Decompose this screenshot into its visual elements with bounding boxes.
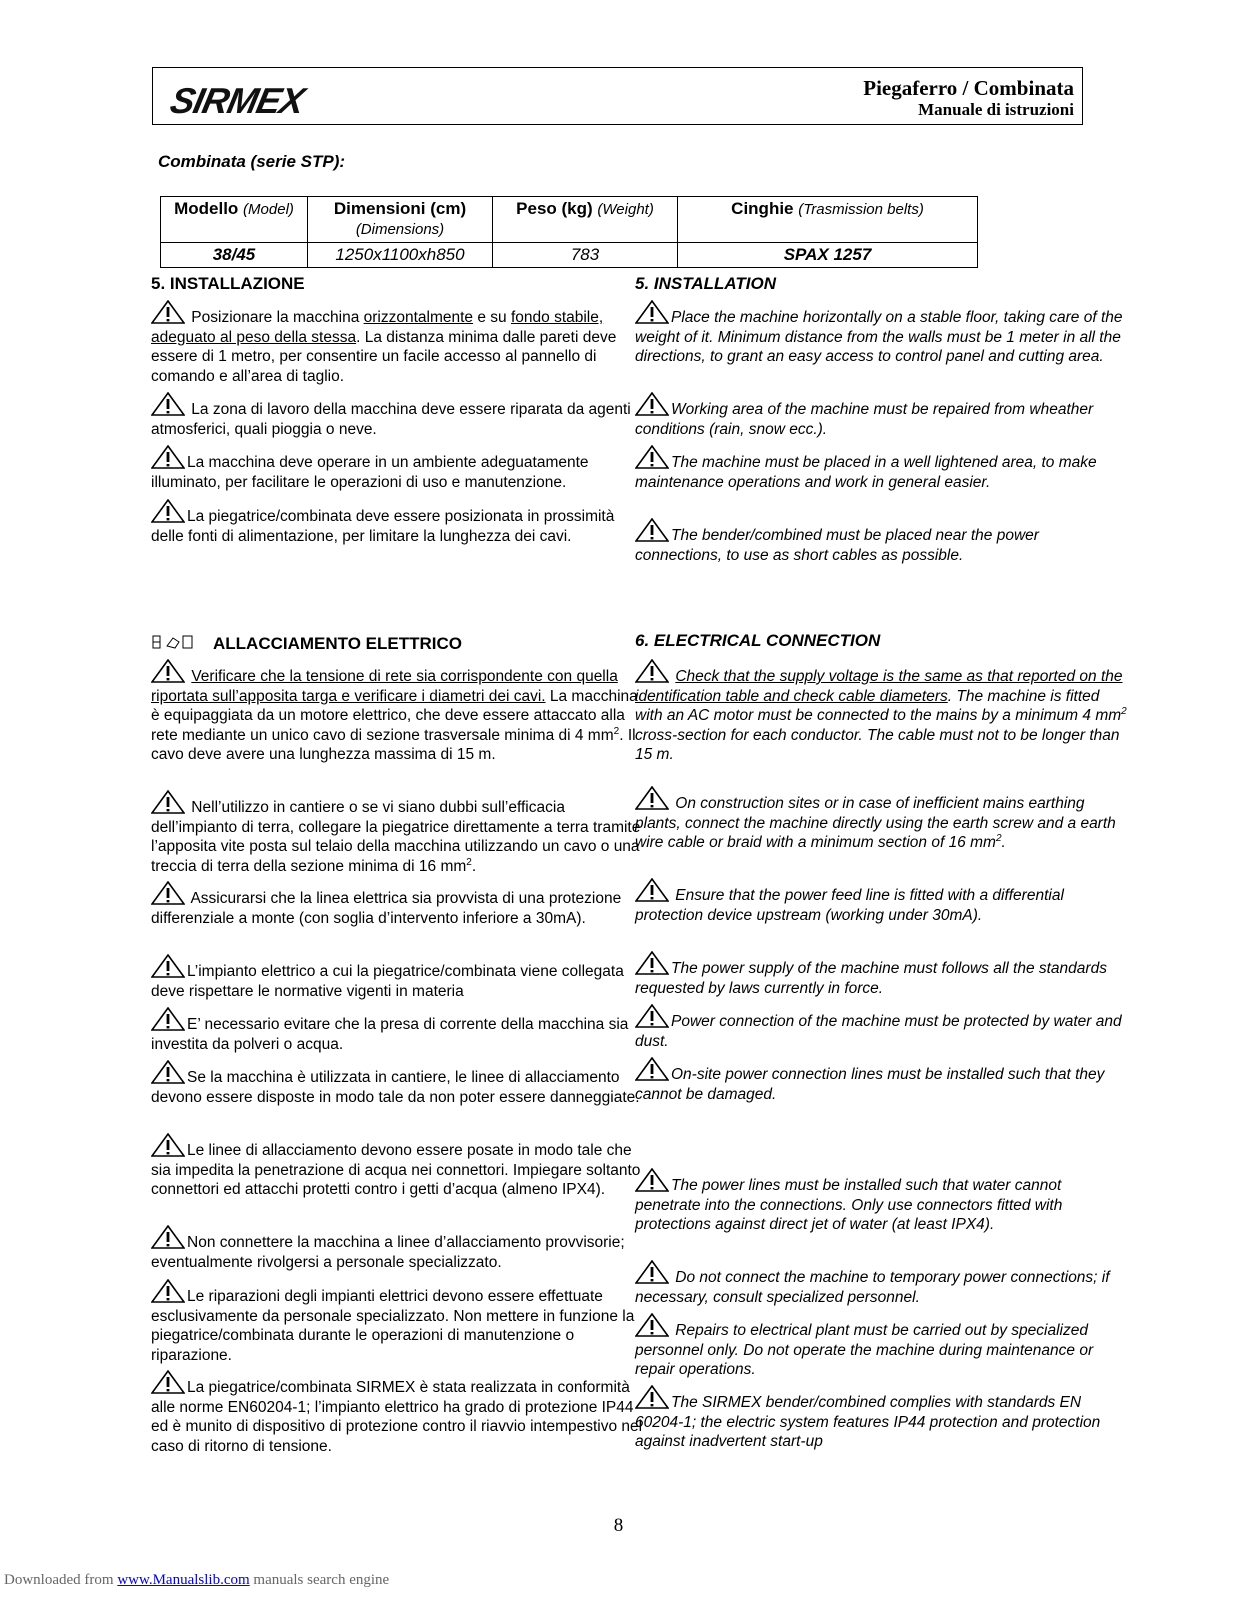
table-row [161, 243, 978, 268]
electrical-symbols-icon [151, 632, 195, 652]
text: La macchina è equipaggiata da un motore elettrico, che deve essere attaccato alla rete mediante un unico cavo di sezione trasversale minima di 4 mm [151, 687, 638, 744]
header-title: Piegaferro / Combinata [863, 76, 1074, 100]
allacciamento-p1 [151, 659, 643, 765]
text: La zona di lavoro della macchina deve essere riparata da agenti atmosferici, quali pioggia o neve. [151, 401, 631, 438]
text: The bender/combined must be placed near the power connections, to use as short cables as possible. [635, 527, 1039, 564]
warning-icon [151, 300, 185, 324]
electrical-p1 [635, 659, 1127, 765]
installation-title: 5. INSTALLATION [635, 274, 777, 293]
text: The power supply of the machine must follows all the standards requested by laws currently in force. [635, 960, 1107, 997]
text: . [1001, 834, 1006, 852]
header-it: Peso (kg) [516, 199, 593, 218]
installazione-p1 [151, 300, 643, 386]
cell-dimensions: 1250x1100xh850 [308, 243, 493, 268]
warning-icon [635, 392, 669, 416]
header-en: (Model) [243, 201, 294, 218]
text: Posizionare la macchina [187, 309, 364, 326]
cell-weight: 783 [493, 243, 678, 268]
allacciamento-p9 [151, 1279, 643, 1365]
installation-p2 [635, 392, 1127, 439]
footer [4, 1572, 389, 1589]
allacciamento-title-row [151, 632, 462, 654]
electrical-p10 [635, 1385, 1127, 1452]
installation-p4 [635, 518, 1127, 565]
text: La macchina deve operare in un ambiente adeguatamente illuminato, per facilitare le operazioni di uso e manutenzione. [151, 454, 589, 491]
text: Non connettere la macchina a linee d’allacciamento provvisorie; eventualmente rivolgersi a personale specializzato. [151, 1234, 625, 1271]
installazione-p4 [151, 499, 643, 546]
warning-icon [151, 1279, 185, 1303]
installazione-p2 [151, 392, 643, 439]
text: . Il cavo deve avere una lunghezza massima di 15 m. [151, 726, 636, 764]
text: The SIRMEX bender/combined complies with standards EN 60204-1; the electric system features IP44 protection and protection against inadvertent start-up [635, 1394, 1101, 1451]
page-number: 8 [613, 1515, 624, 1536]
text: cross-section for each conductor. The cable must not to be longer than 15 m. [635, 726, 1120, 764]
electrical-p6 [635, 1057, 1127, 1104]
electrical-p2 [635, 786, 1127, 853]
superscript: 2 [613, 725, 620, 737]
text: Repairs to electrical plant must be carried out by specialized personnel only. Do not operate the machine during maintenance or repair operations. [635, 1322, 1094, 1379]
warning-icon [635, 786, 669, 810]
electrical-p4 [635, 951, 1127, 998]
text: Do not connect the machine to temporary power connections; if necessary, consult specialized personnel. [635, 1269, 1110, 1306]
text: La piegatrice/combinata deve essere posizionata in prossimità delle fonti di alimentazione, per limitare la lunghezza dei cavi. [151, 508, 615, 545]
header-en: (Dimensions) [355, 221, 445, 238]
text: The machine must be placed in a well lightened area, to make maintenance operations and work in general easier. [635, 454, 1097, 491]
text: La piegatrice/combinata SIRMEX è stata realizzata in conformità alle norme EN60204-1; l’impianto elettrico ha grado di protezione IP44 ed è munito di dispositivo di protezione contro il riavvio intempestivo nel caso di ritorno di tensione. [151, 1379, 643, 1455]
electrical-p9 [635, 1313, 1127, 1380]
header-cell [678, 197, 978, 243]
combinata-heading: Combinata (serie STP): [158, 152, 346, 171]
warning-icon [635, 300, 669, 324]
allacciamento-p4 [151, 954, 643, 1001]
allacciamento-p7 [151, 1133, 643, 1200]
text: e su [473, 309, 511, 326]
warning-icon [635, 878, 669, 902]
warning-icon [635, 1004, 669, 1028]
warning-icon [635, 1313, 669, 1337]
electrical-p8 [635, 1260, 1127, 1307]
text: . [471, 857, 477, 875]
superscript: 2 [995, 833, 1002, 845]
logo-text: SIRMEX [166, 80, 308, 121]
cell-belts: SPAX 1257 [678, 243, 978, 268]
installation-p3 [635, 445, 1127, 492]
text: fondo stabile, adeguato al peso della stessa [151, 309, 604, 346]
text: Power connection of the machine must be protected by water and dust. [635, 1013, 1122, 1050]
text: Le linee di allacciamento devono essere posate in modo tale che sia impedita la penetrazione di acqua nei connettori. Impiegare soltanto connettori ed attacchi protetti contro i getti d’acqua (almeno IPX4). [151, 1142, 641, 1199]
cell-model: 38/45 [161, 243, 308, 268]
warning-icon [151, 392, 185, 416]
allacciamento-p10 [151, 1370, 643, 1456]
text: E’ necessario evitare che la presa di corrente della macchina sia investita da polveri o acqua. [151, 1016, 629, 1053]
warning-icon [151, 790, 185, 814]
text: On construction sites or in case of inefficient mains earthing plants, connect the machine directly using the earth screw and a earth wire cable or braid with a minimum section of 16 mm [635, 795, 1116, 852]
text: L’impianto elettrico a cui la piegatrice/combinata viene collegata deve rispettare le normative vigenti in materia [151, 963, 624, 1000]
allacciamento-p5 [151, 1007, 643, 1054]
text: . La distanza minima dalle pareti deve essere di 1 metro, per consentire un facile accesso al pannello di comando e all’area di taglio. [151, 328, 617, 385]
warning-icon [151, 1370, 185, 1394]
sirmex-logo [166, 76, 339, 126]
text: Assicurarsi che la linea elettrica sia provvista di una protezione differenziale a monte (con soglia d’intervento inferiore a 30mA). [151, 890, 622, 927]
manualslib-link[interactable]: www.Manualslib.com [117, 1572, 250, 1588]
warning-icon [635, 518, 669, 542]
warning-icon [635, 445, 669, 469]
warning-icon [151, 499, 185, 523]
text: orizzontalmente [363, 309, 474, 326]
warning-icon [635, 1057, 669, 1081]
electrical-title: 6. ELECTRICAL CONNECTION [635, 631, 881, 650]
warning-icon [151, 1225, 185, 1249]
warning-icon [635, 1385, 669, 1409]
text: Working area of the machine must be repaired from wheather conditions (rain, snow ecc.). [635, 401, 1094, 438]
text: Se la macchina è utilizzata in cantiere, le linee di allacciamento devono essere disposte in modo tale da non poter essere danneggiate. [151, 1069, 640, 1106]
header-it: Dimensioni (cm) [333, 199, 467, 218]
electrical-p3 [635, 878, 1127, 925]
footer-text: manuals search engine [249, 1572, 390, 1588]
header-it: Modello [174, 199, 239, 218]
text: Le riparazioni degli impianti elettrici devono essere effettuate esclusivamente da personale specializzato. Non mettere in funzione la piegatrice/combinata durante le operazioni di manutenzione o riparazione. [151, 1288, 635, 1364]
header-cell [308, 197, 493, 243]
allacciamento-p3 [151, 881, 643, 928]
warning-icon [151, 1060, 185, 1084]
footer-text: Downloaded from [4, 1572, 118, 1588]
electrical-p5 [635, 1004, 1127, 1051]
text: . The machine is fitted with an AC motor must be connected to the mains by a minimum 4 mm [635, 687, 1122, 725]
text: Verificare che la tensione di rete sia corrispondente con quella riportata sull’apposita targa e verificare i diametri dei cavi. [151, 668, 618, 705]
warning-icon [635, 1168, 669, 1192]
text: The power lines must be installed such that water cannot penetrate into the connections. Only use connectors fitted with protections against direct jet of water (at least IPX4). [635, 1177, 1063, 1234]
warning-icon [635, 659, 669, 683]
warning-icon [635, 951, 669, 975]
warning-icon [151, 881, 185, 905]
warning-icon [151, 1133, 185, 1157]
allacciamento-title: ALLACCIAMENTO ELETTRICO [213, 634, 463, 653]
page-header [152, 67, 1083, 125]
header-en: (Trasmission belts) [798, 201, 924, 218]
header-subtitle: Manuale di istruzioni [918, 100, 1074, 119]
warning-icon [635, 1260, 669, 1284]
warning-icon [151, 659, 185, 683]
header-it: Cinghie [731, 199, 794, 218]
superscript: 2 [466, 856, 472, 868]
installation-p1 [635, 300, 1127, 367]
allacciamento-p2 [151, 790, 643, 876]
text: Place the machine horizontally on a stable floor, taking care of the weight of it. Minimum distance from the walls must be 1 meter in all the directions, to grant an easy access to control panel and cutting area. [635, 309, 1123, 366]
text: Nell’utilizzo in cantiere o se vi siano dubbi sull’efficacia dell’impianto di terra, collegare la piegatrice direttamente a terra tramite l’apposita vite posta sul telaio della macchina utilizzando un cavo o una treccia di terra della sezione minima di 16 mm [151, 799, 641, 875]
text: On-site power connection lines must be installed such that they cannot be damaged. [635, 1066, 1105, 1103]
spec-table [160, 196, 978, 268]
header-cell [161, 197, 308, 243]
text: Ensure that the power feed line is fitted with a differential protection device upstream (working under 30mA). [635, 887, 1064, 924]
allacciamento-p8 [151, 1225, 643, 1272]
installazione-title: 5. INSTALLAZIONE [151, 274, 305, 293]
header-cell [493, 197, 678, 243]
header-en: (Weight) [597, 201, 654, 218]
warning-icon [151, 1007, 185, 1031]
warning-icon [151, 954, 185, 978]
electrical-p7 [635, 1168, 1127, 1235]
installazione-p3 [151, 445, 643, 492]
table-header-row [161, 197, 978, 243]
superscript: 2 [1121, 706, 1127, 718]
allacciamento-p6 [151, 1060, 643, 1107]
warning-icon [151, 445, 185, 469]
text: Check that the supply voltage is the same as that reported on the identification table and check cable diameters [635, 668, 1123, 705]
